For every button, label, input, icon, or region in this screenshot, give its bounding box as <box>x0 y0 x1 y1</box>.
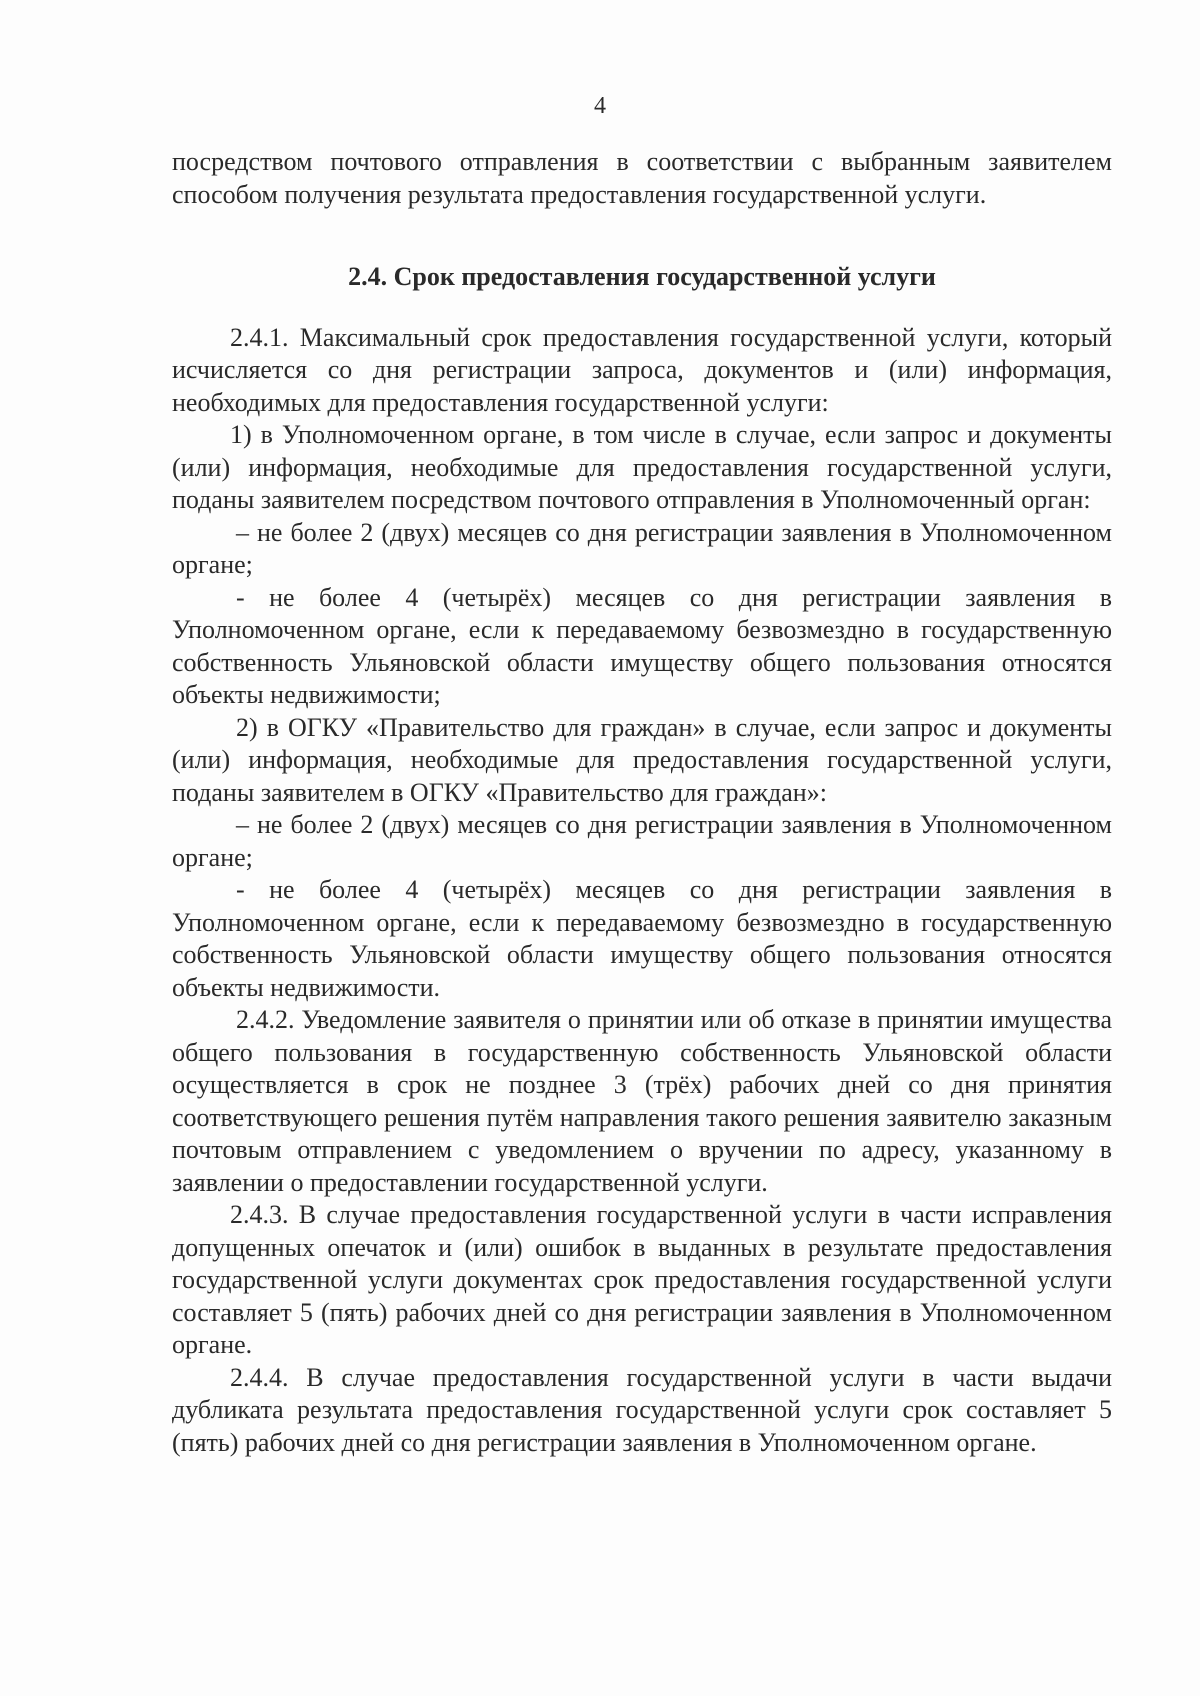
list-item-2: 2) в ОГКУ «Правительство для граждан» в случае, если запрос и документы (или) информация, необходимые для предоставления государственной услуги, поданы заявителем в ОГКУ «Правительство для граждан»: <box>172 712 1112 807</box>
list-item-1-dash-2: - не более 4 (четырёх) месяцев со дня регистрации заявления в Уполномоченном органе, если к передаваемому безвозмездно в государственную собственность Ульяновской области имуществу общего пользования относятся объекты недвижимости; <box>172 582 1112 709</box>
list-item-2-dash-2: - не более 4 (четырёх) месяцев со дня регистрации заявления в Уполномоченном органе, если к передаваемому безвозмездно в государственную собственность Ульяновской области имуществу общего пользования относятся объекты недвижимости. <box>172 875 1112 1002</box>
paragraph-2-4-3: 2.4.3. В случае предоставления государственной услуги в части исправления допущенных опечаток и (или) ошибок в выданных в результате предоставления государственной услуги документах срок предоставления государственной услуги составляет 5 (пять) рабочих дней со дня регистрации заявления в Уполномоченном органе. <box>172 1200 1112 1359</box>
paragraph-2-4-1: 2.4.1. Максимальный срок предоставления государственной услуги, который исчисляется со дня регистрации запроса, документов и (или) информация, необходимых для предоставления государственной услуги: <box>172 322 1112 417</box>
document-body <box>172 146 1112 1459</box>
list-item-2-dash-1: – не более 2 (двух) месяцев со дня регистрации заявления в Уполномоченном органе; <box>172 810 1112 872</box>
list-item-1-dash-1: – не более 2 (двух) месяцев со дня регистрации заявления в Уполномоченном органе; <box>172 517 1112 579</box>
list-item-1: 1) в Уполномоченном органе, в том числе в случае, если запрос и документы (или) информация, необходимые для предоставления государственной услуги, поданы заявителем посредством почтового отправления в Уполномоченный орган: <box>172 420 1112 514</box>
paragraph-2-4-4: 2.4.4. В случае предоставления государственной услуги в части выдачи дубликата результата предоставления государственной услуги срок составляет 5 (пять) рабочих дней со дня регистрации заявления в Уполномоченном органе. <box>172 1362 1112 1457</box>
page-number: 4 <box>594 93 606 119</box>
paragraph-2-4-2: 2.4.2. Уведомление заявителя о принятии или об отказе в принятии имущества общего пользования в государственную собственность Ульяновской области осуществляется в срок не позднее 3 (трёх) рабочих дней со дня принятия соответствующего решения путём направления такого решения заявителю заказным почтовым отправлением с уведомлением о вручении по адресу, указанному в заявлении о предоставлении государственной услуги. <box>172 1005 1112 1197</box>
section-title: 2.4. Срок предоставления государственной услуги <box>348 262 936 291</box>
intro-paragraph: посредством почтового отправления в соответствии с выбранным заявителем способом получения результата предоставления государственной услуги. <box>172 147 1112 209</box>
